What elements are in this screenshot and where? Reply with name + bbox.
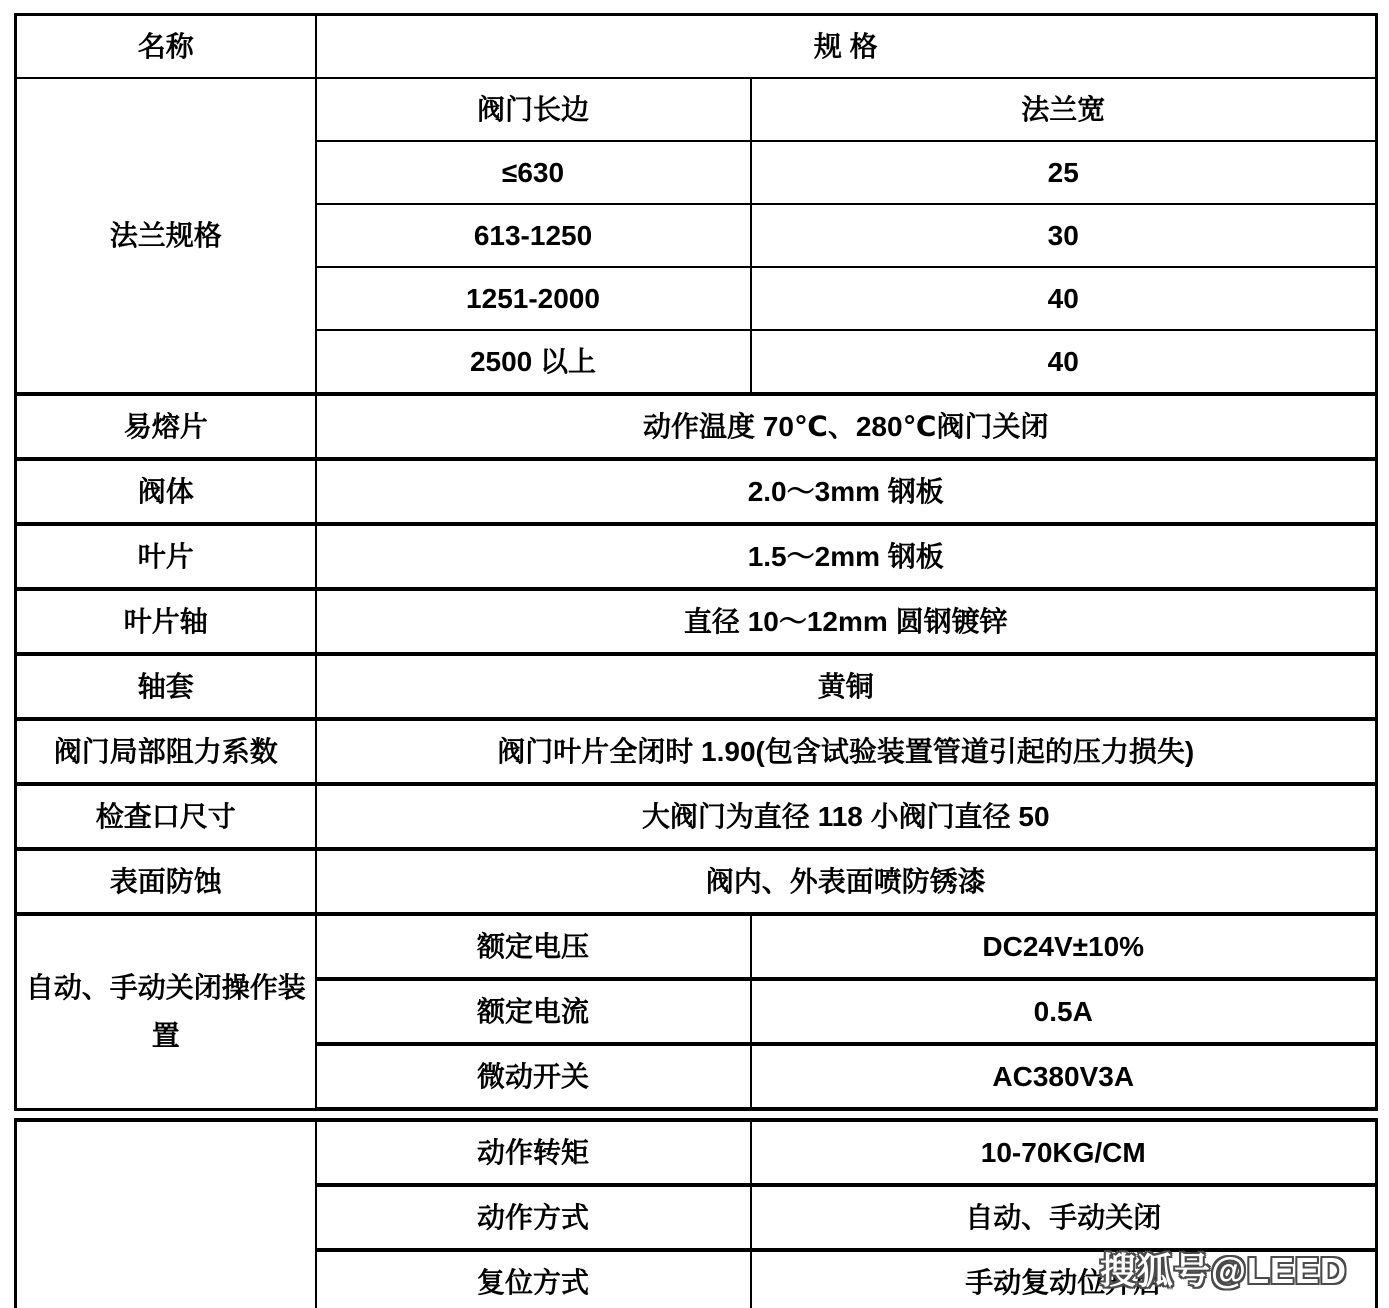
flange-width-value: 25	[751, 141, 1377, 204]
sohu-watermark: 搜狐号@LEED	[1099, 1250, 1347, 1291]
flange-width-value: 30	[751, 204, 1377, 267]
action-row	[16, 1120, 1377, 1185]
spec-row	[16, 589, 1377, 654]
spec-row-name: 叶片	[16, 524, 316, 589]
actuator-row-name: 额定电流	[316, 979, 751, 1044]
action-row-value: 手动复动位开启	[751, 1250, 1377, 1308]
header-name-cell: 名称	[16, 15, 316, 79]
spec-row-name: 易熔片	[16, 394, 316, 459]
spec-row	[16, 394, 1377, 459]
spec-row-name: 阀门局部阻力系数	[16, 719, 316, 784]
spec-row-name: 阀体	[16, 459, 316, 524]
spec-row-value: 直径 10～12mm 圆钢镀锌	[316, 589, 1377, 654]
actuator-row-name: 微动开关	[316, 1044, 751, 1109]
flange-long-side-value: ≤630	[316, 141, 751, 204]
header-row	[16, 15, 1377, 79]
action-row-name: 动作方式	[316, 1185, 751, 1250]
spec-row-name: 叶片轴	[16, 589, 316, 654]
actuator-group-label: 自动、手动关闭操作装置	[16, 914, 316, 1109]
action-row-value: 10-70KG/CM	[751, 1120, 1377, 1185]
spec-row	[16, 719, 1377, 784]
actuator-row-value: AC380V3A	[751, 1044, 1377, 1109]
action-row-value: 自动、手动关闭	[751, 1185, 1377, 1250]
spec-row	[16, 459, 1377, 524]
flange-subheader-row	[16, 78, 1377, 141]
flange-width-value: 40	[751, 267, 1377, 330]
spec-row-value: 大阀门为直径 118 小阀门直径 50	[316, 784, 1377, 849]
spec-row-value: 黄铜	[316, 654, 1377, 719]
flange-long-side-value: 1251-2000	[316, 267, 751, 330]
spec-row	[16, 849, 1377, 914]
flange-long-side-value: 2500 以上	[316, 330, 751, 394]
actuator-row-value: DC24V±10%	[751, 914, 1377, 979]
spec-row-name: 表面防蚀	[16, 849, 316, 914]
spec-row-value: 阀门叶片全闭时 1.90(包含试验装置管道引起的压力损失)	[316, 719, 1377, 784]
spec-row-value: 2.0～3mm 钢板	[316, 459, 1377, 524]
flange-long-side-value: 613-1250	[316, 204, 751, 267]
actuator-row-name: 额定电压	[316, 914, 751, 979]
actuator-row	[16, 914, 1377, 979]
spec-row	[16, 784, 1377, 849]
flange-width-value: 40	[751, 330, 1377, 394]
flange-colheader-long-side: 阀门长边	[316, 78, 751, 141]
spec-row	[16, 524, 1377, 589]
action-row-name: 动作转矩	[316, 1120, 751, 1185]
actuator-row-value: 0.5A	[751, 979, 1377, 1044]
spec-row	[16, 654, 1377, 719]
action-row-name: 复位方式	[316, 1250, 751, 1308]
spec-row-name: 检查口尺寸	[16, 784, 316, 849]
spec-row-name: 轴套	[16, 654, 316, 719]
spec-row-value: 阀内、外表面喷防锈漆	[316, 849, 1377, 914]
flange-colheader-width: 法兰宽	[751, 78, 1377, 141]
empty-label-cell	[16, 1120, 316, 1308]
header-spec-cell: 规 格	[316, 15, 1377, 79]
spec-table	[14, 13, 1378, 1111]
spec-row-value: 1.5～2mm 钢板	[316, 524, 1377, 589]
flange-group-label: 法兰规格	[16, 78, 316, 394]
spec-row-value: 动作温度 70℃、280℃阀门关闭	[316, 394, 1377, 459]
